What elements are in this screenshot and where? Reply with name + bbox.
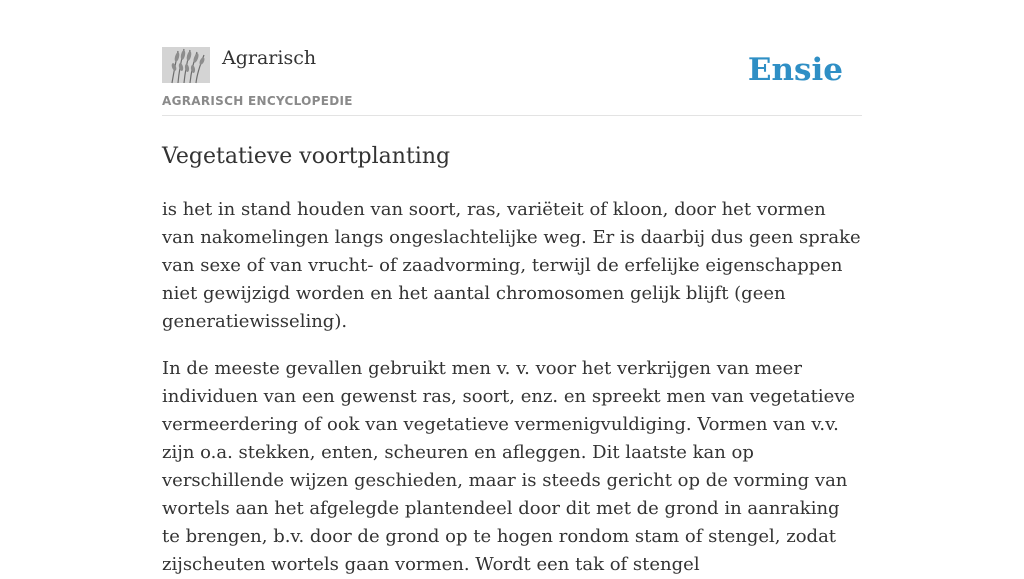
- ensie-logo-link[interactable]: Ensie: [747, 52, 843, 88]
- article-title: Vegetatieve voortplanting: [162, 144, 451, 169]
- article-paragraph: In de meeste gevallen gebruikt men v. v. voor het verkrijgen van meer individuen van een gewenst ras, soort, enz. en spreekt men van vegetatieve vermeerdering of ook van vegetatieve vermenigvuldiging. Vormen van v.v. zijn o.a. stekken, enten, scheuren en afleggen. Dit laatste kan op verschillende wijzen geschieden, maar is steeds gericht op de vorming van wortels aan het afgelegde plantendeel door dit met de grond in aanraking te brengen, b.v. door de grond op te hogen rondom stam of stengel, zodat zijscheuten wortels gaan vormen. Wordt een tak of stengel: [162, 358, 856, 575]
- site-subtitle: AGRARISCH ENCYCLOPEDIE: [162, 94, 353, 108]
- site-avatar[interactable]: [162, 47, 210, 83]
- wheat-icon: [162, 47, 210, 83]
- article-paragraph: is het in stand houden van soort, ras, variëteit of kloon, door het vormen van nakomelingen langs ongeslachtelijke weg. Er is daarbij dus geen sprake van sexe of van vrucht- of zaadvorming, terwijl de erfelijke eigenschappen niet gewijzigd worden en het aantal chromosomen gelijk blijft (geen generatiewisseling).: [162, 199, 861, 332]
- site-header: [162, 0, 862, 116]
- content-column: [162, 0, 862, 579]
- site-name-link[interactable]: Agrarisch: [222, 47, 317, 69]
